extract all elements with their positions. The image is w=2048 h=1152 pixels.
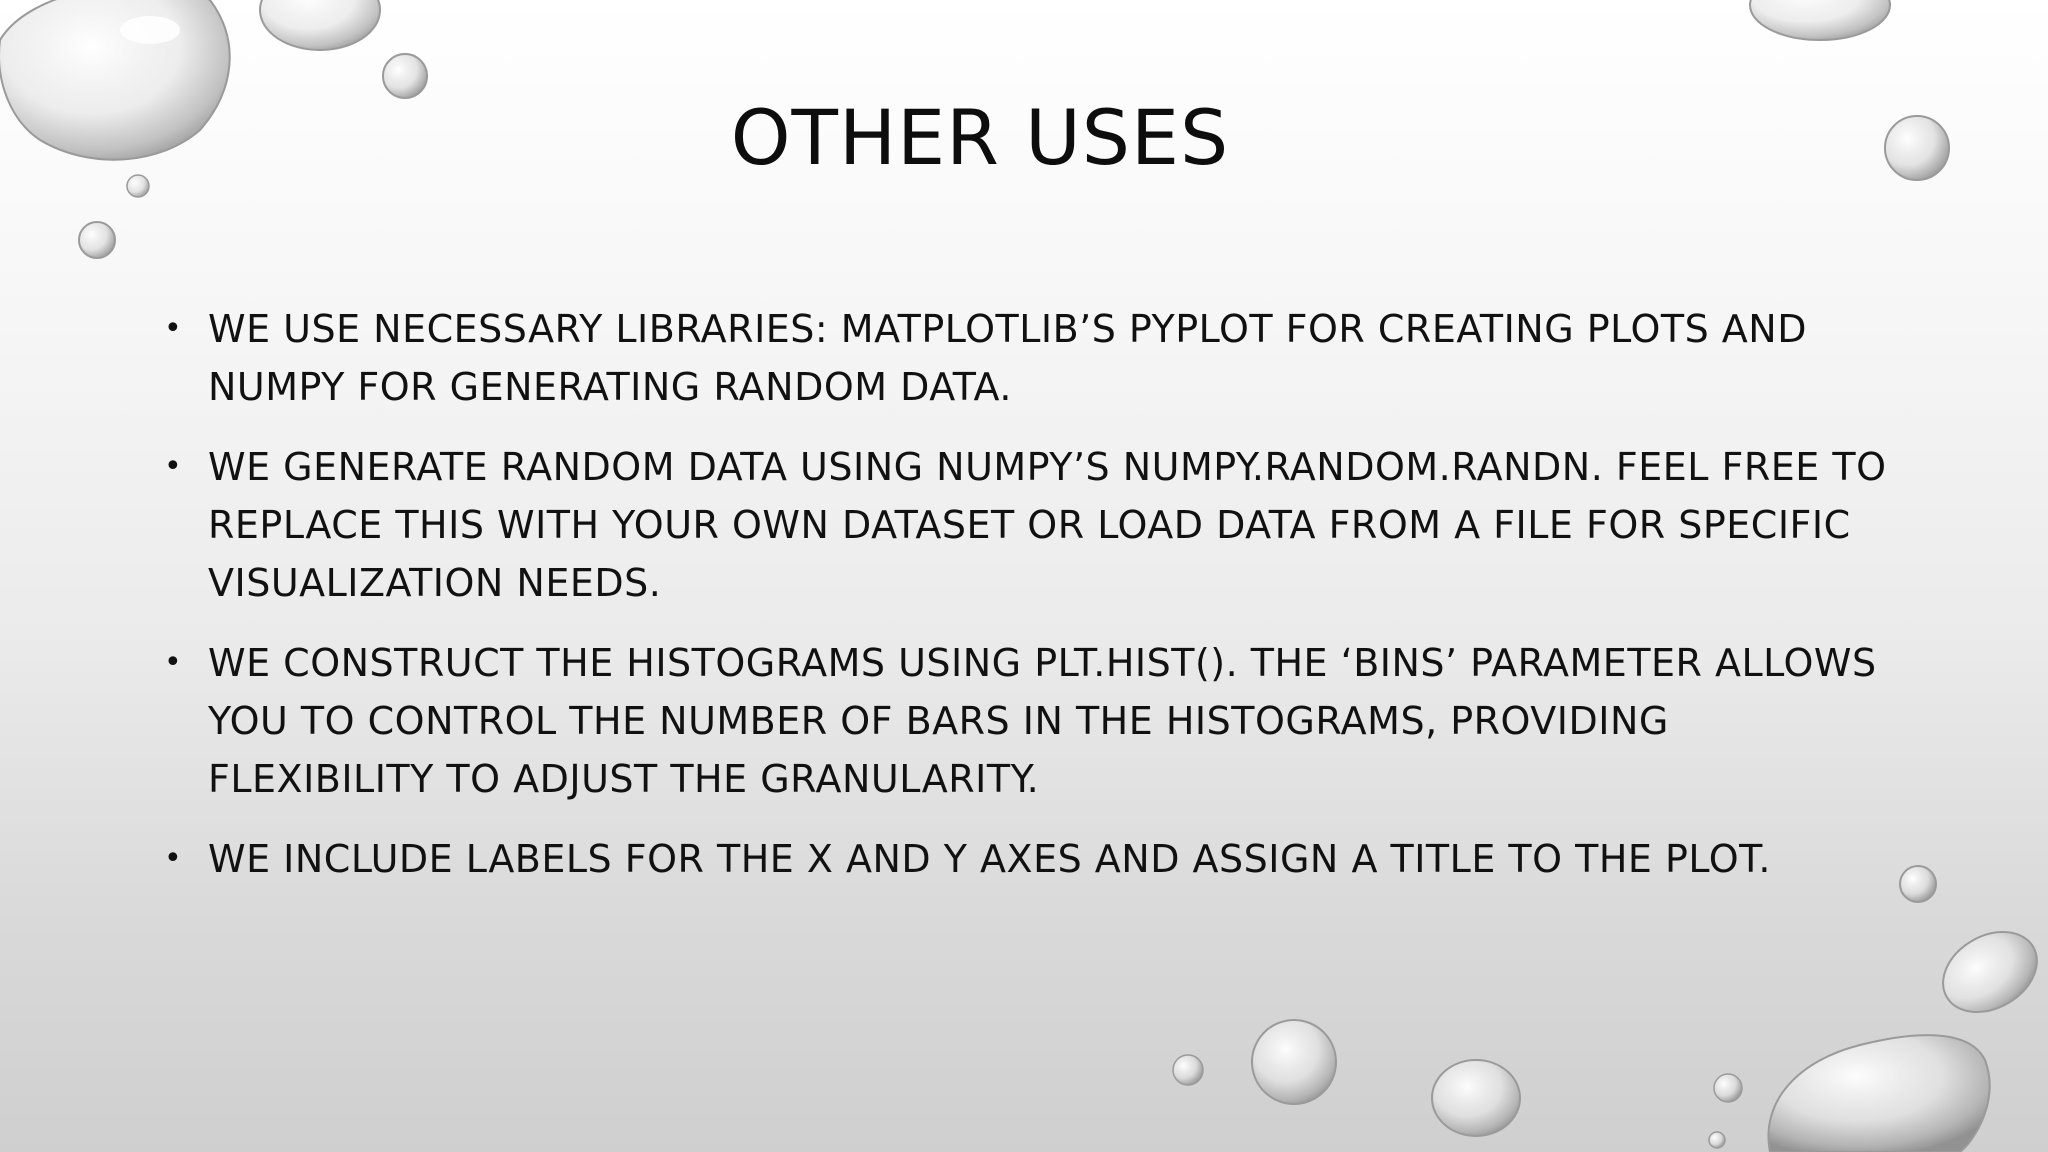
bullet-text: WE CONSTRUCT THE HISTOGRAMS USING PLT.HIST(). THE ‘BINS’ PARAMETER ALLOWS YOU TO CONTROL THE NUMBER OF BARS IN THE HISTOGRAMS, PROVIDING FLEXIBILITY TO ADJUST THE GRANULARITY. (208, 641, 1877, 801)
droplet-highlight (120, 16, 180, 44)
bullet-text: WE USE NECESSARY LIBRARIES: MATPLOTLIB’S PYPLOT FOR CREATING PLOTS AND NUMPY FOR GENERATING RANDOM DATA. (208, 307, 1807, 409)
slide-title: OTHER USES (730, 93, 1230, 182)
droplet (1714, 1074, 1742, 1102)
bullet-marker: • (164, 645, 183, 680)
bullet-item (160, 830, 1900, 888)
bullet-text: WE INCLUDE LABELS FOR THE X AND Y AXES AND ASSIGN A TITLE TO THE PLOT. (208, 837, 1771, 881)
droplet (79, 222, 115, 258)
bullet-text: WE GENERATE RANDOM DATA USING NUMPY’S NUMPY.RANDOM.RANDN. FEEL FREE TO REPLACE THIS WITH YOUR OWN DATASET OR LOAD DATA FROM A FILE FOR SPECIFIC VISUALIZATION NEEDS. (208, 445, 1887, 605)
droplet (1900, 866, 1936, 902)
bullet-marker: • (164, 311, 183, 346)
droplet (1252, 1020, 1336, 1104)
bullet-marker: • (164, 449, 183, 484)
droplet (1173, 1055, 1203, 1085)
droplet (260, 0, 380, 50)
droplet (1709, 1132, 1725, 1148)
bullet-marker: • (164, 841, 183, 876)
droplet (1432, 1060, 1520, 1136)
bullet-item (160, 634, 1900, 808)
bullet-item (160, 438, 1900, 612)
droplet (383, 54, 427, 98)
bullet-item (160, 300, 1900, 416)
droplet (1768, 1035, 1989, 1152)
droplet (1750, 0, 1890, 40)
droplet (1929, 916, 2048, 1028)
droplet (127, 175, 149, 197)
bullet-list (160, 300, 1900, 910)
